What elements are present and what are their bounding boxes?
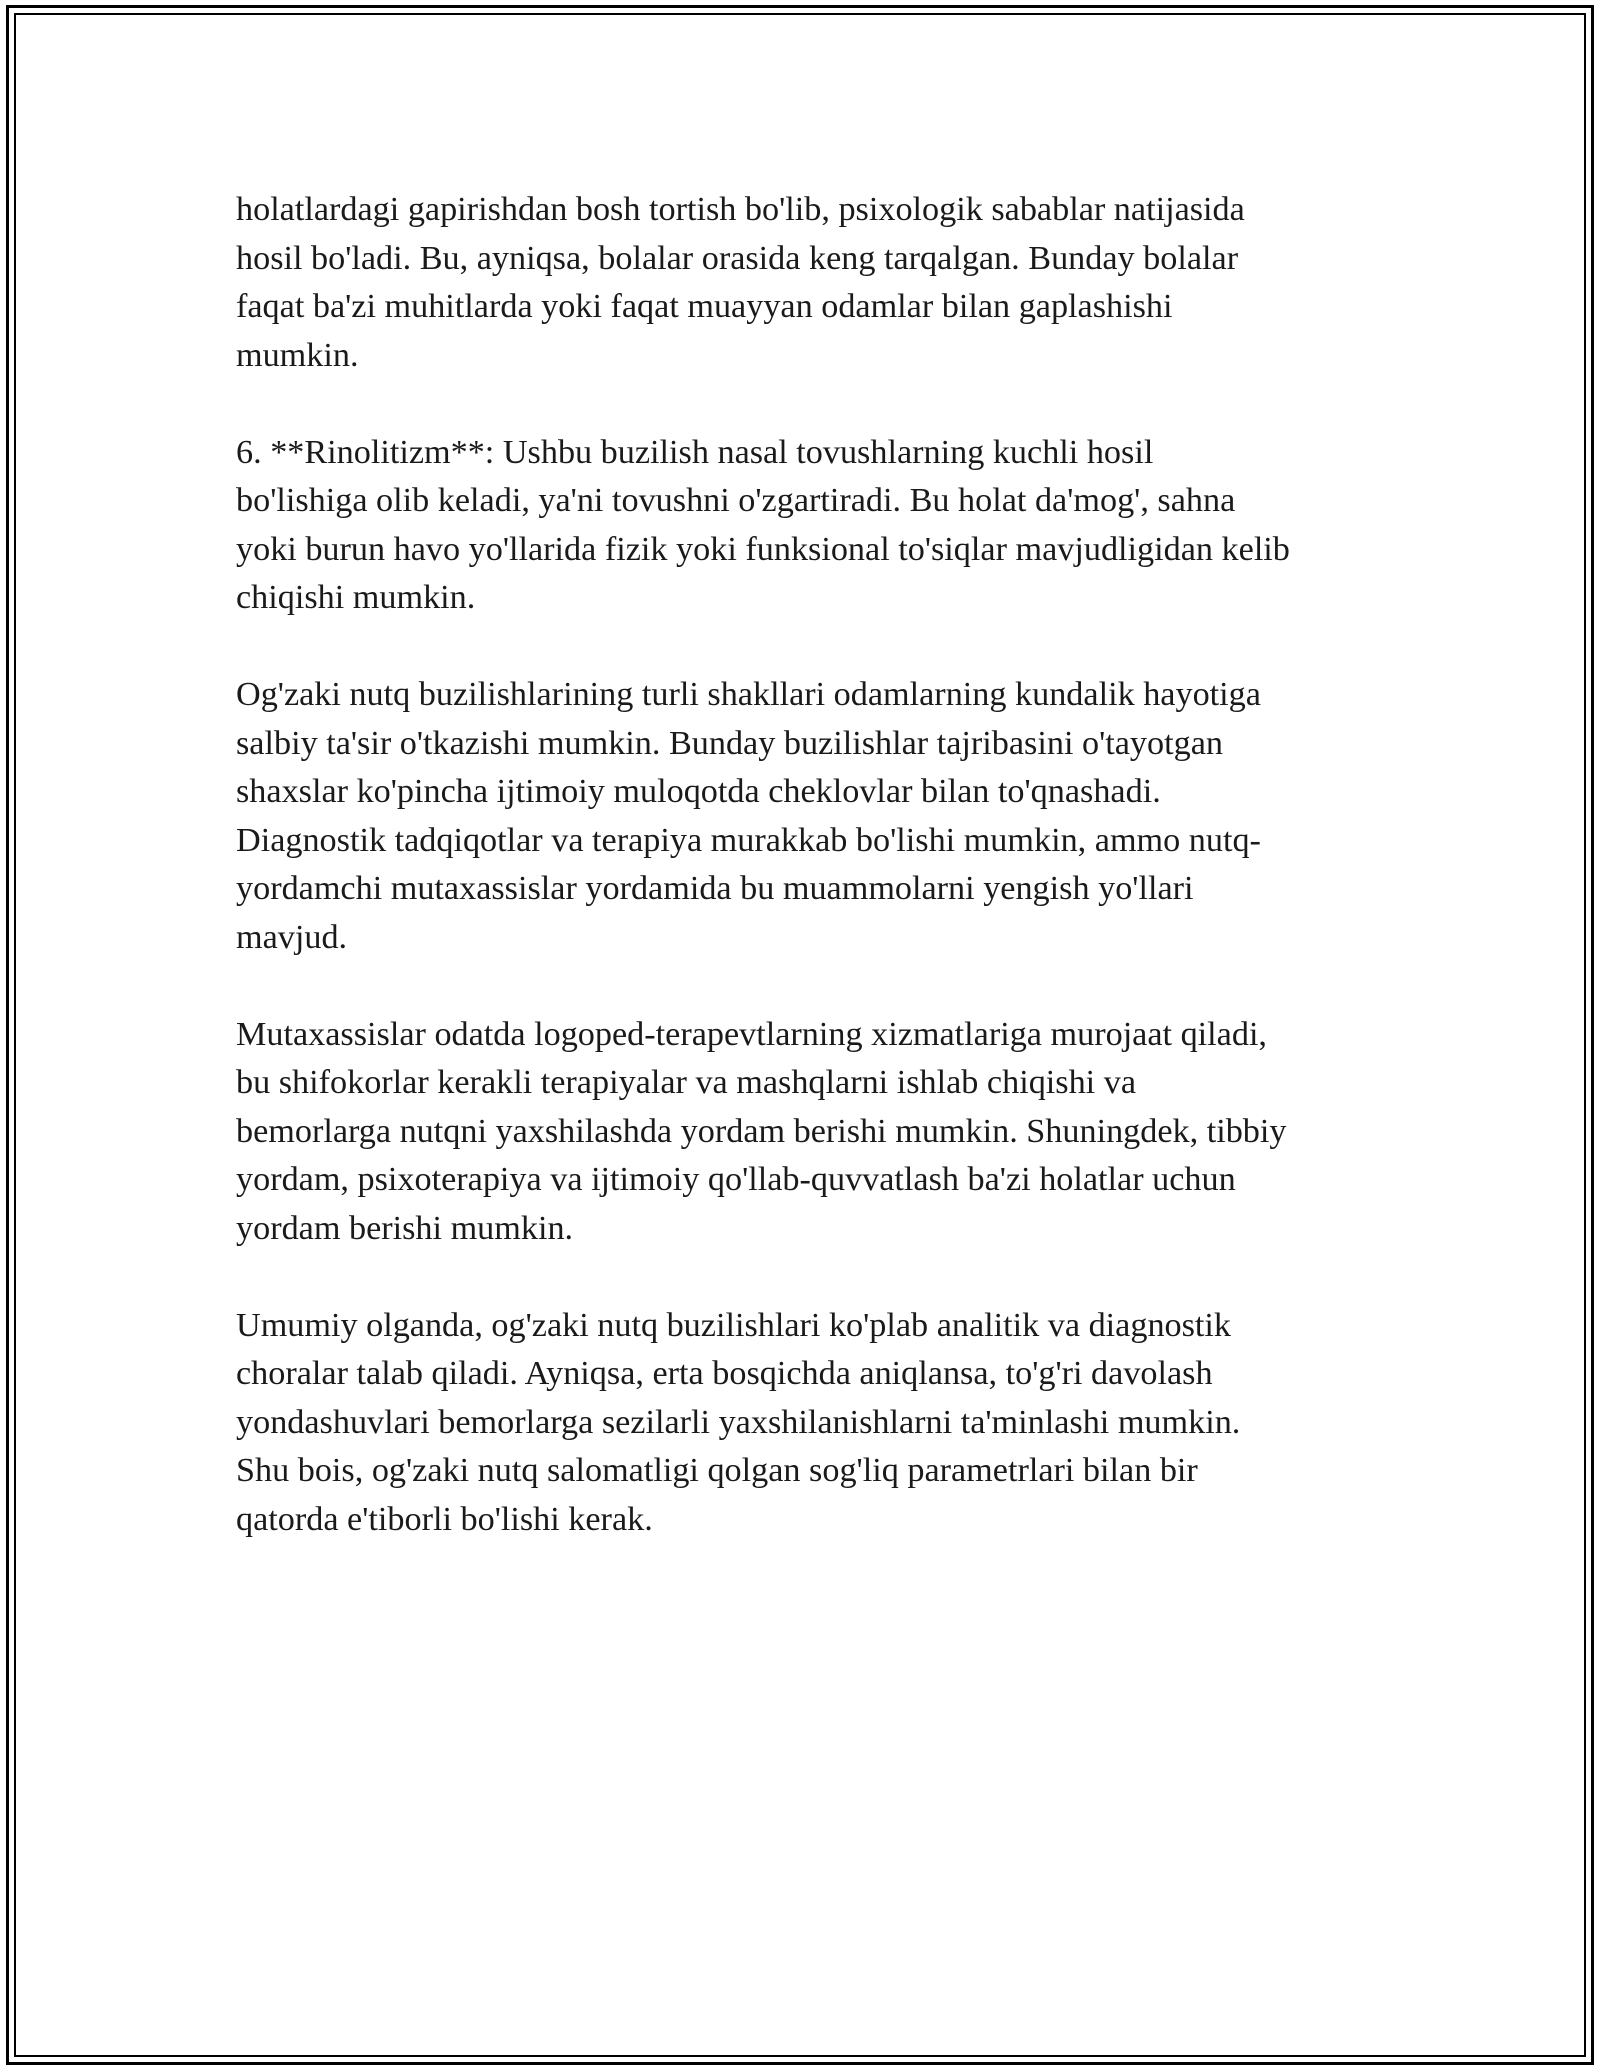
text-line: 6. **Rinolitizm**: Ushbu buzilish nasal tovushlarning kuchli hosil bbox=[236, 433, 1154, 471]
text-line: qatorda e'tiborli bo'lishi kerak. bbox=[236, 1500, 653, 1538]
paragraph-1 bbox=[236, 186, 1386, 380]
text-line: Shu bois, og'zaki nutq salomatligi qolgan sog'liq parametrlari bilan bir bbox=[236, 1452, 1198, 1489]
text-line: bo'lishiga olib keladi, ya'ni tovushni o'zgartiradi. Bu holat da'mog', sahna bbox=[236, 482, 1236, 519]
text-line: Og'zaki nutq buzilishlarining turli shakllari odamlarning kundalik hayotiga bbox=[236, 676, 1261, 713]
text-line: mumkin. bbox=[236, 336, 359, 374]
text-line: yordamchi mutaxassislar yordamida bu muammolarni yengish yo'llari bbox=[236, 870, 1194, 907]
text-line: choralar talab qiladi. Ayniqsa, erta bosqichda aniqlansa, to'g'ri davolash bbox=[236, 1355, 1213, 1392]
text-line: bemorlarga nutqni yaxshilashda yordam berishi mumkin. Shuningdek, tibbiy bbox=[236, 1112, 1287, 1150]
text-line: yordam berishi mumkin. bbox=[236, 1209, 574, 1247]
text-line: holatlardagi gapirishdan bosh tortish bo'lib, psixologik sabablar natijasida bbox=[236, 191, 1245, 228]
text-line: yordam, psixoterapiya va ijtimoiy qo'llab-quvvatlash ba'zi holatlar uchun bbox=[236, 1161, 1236, 1198]
text-line: shaxslar ko'pincha ijtimoiy muloqotda cheklovlar bilan to'qnashadi. bbox=[236, 773, 1161, 810]
text-line: Mutaxassislar odatda logoped-terapevtlarning xizmatlariga murojaat qiladi, bbox=[236, 1015, 1267, 1053]
text-line: bu shifokorlar kerakli terapiyalar va mashqlarni ishlab chiqishi va bbox=[236, 1064, 1136, 1101]
paragraph-5 bbox=[236, 1302, 1386, 1545]
paragraph-4 bbox=[236, 1011, 1386, 1254]
text-line: chiqishi mumkin. bbox=[236, 579, 476, 616]
text-line: salbiy ta'sir o'tkazishi mumkin. Bunday buzilishlar tajribasini o'tayotgan bbox=[236, 724, 1223, 762]
document-body bbox=[236, 186, 1386, 1593]
paragraph-3 bbox=[236, 671, 1386, 962]
text-line: faqat ba'zi muhitlarda yoki faqat muayyan odamlar bilan gaplashishi bbox=[236, 288, 1173, 325]
text-line: Diagnostik tadqiqotlar va terapiya murakkab bo'lishi mumkin, ammo nutq- bbox=[236, 821, 1261, 859]
text-line: yondashuvlari bemorlarga sezilarli yaxshilanishlarni ta'minlashi mumkin. bbox=[236, 1403, 1241, 1441]
paragraph-2 bbox=[236, 429, 1386, 623]
text-line: hosil bo'ladi. Bu, ayniqsa, bolalar orasida keng tarqalgan. Bunday bolalar bbox=[236, 239, 1239, 277]
text-line: Umumiy olganda, og'zaki nutq buzilishlari ko'plab analitik va diagnostik bbox=[236, 1306, 1232, 1344]
text-line: yoki burun havo yo'llarida fizik yoki funksional to'siqlar mavjudligidan kelib bbox=[236, 530, 1290, 568]
text-line: mavjud. bbox=[236, 918, 348, 956]
